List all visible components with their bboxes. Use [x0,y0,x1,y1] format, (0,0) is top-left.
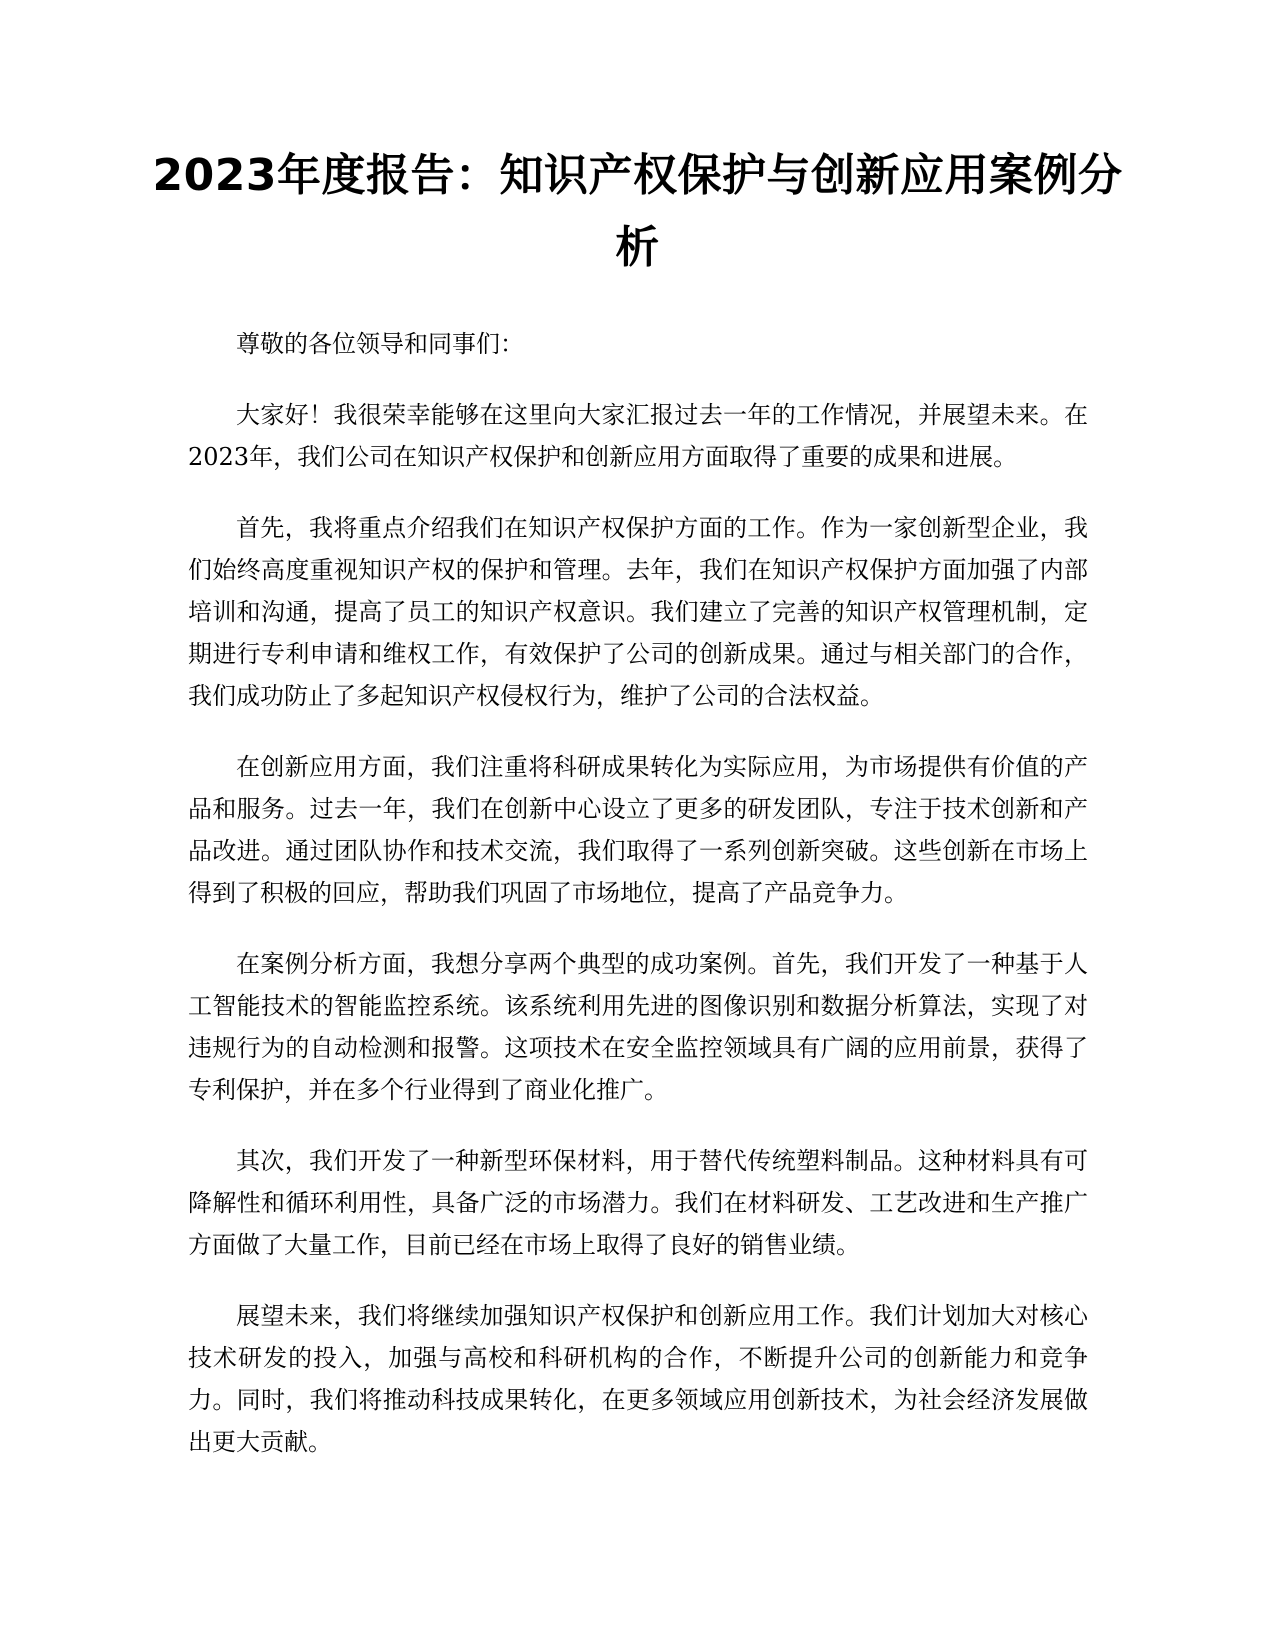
salutation-paragraph: 尊敬的各位领导和同事们： [236,330,524,358]
document-title: 2023年度报告：知识产权保护与创新应用案例分析 [152,150,1123,273]
innovation-application-paragraph: 在创新应用方面，我们注重将科研成果转化为实际应用，为市场提供有价值的产品和服务。过去一年，我们在创新中心设立了更多的研发团队，专注于技术创新和产品改进。通过团队协作和技术交流，我们取得了一系列创新突破。这些创新在市场上得到了积极的回应，帮助我们巩固了市场地位，提高了产品竞争力。 [188,753,1088,907]
document-body [188,323,1088,1463]
greeting-paragraph: 大家好！我很荣幸能够在这里向大家汇报过去一年的工作情况，并展望未来。在2023年，我们公司在知识产权保护和创新应用方面取得了重要的成果和进展。 [188,401,1088,471]
second-case-paragraph: 其次，我们开发了一种新型环保材料，用于替代传统塑料制品。这种材料具有可降解性和循环利用性，具备广泛的市场潜力。我们在材料研发、工艺改进和生产推广方面做了大量工作，目前已经在市场上取得了良好的销售业绩。 [188,1147,1088,1259]
case-analysis-paragraph: 在案例分析方面，我想分享两个典型的成功案例。首先，我们开发了一种基于人工智能技术的智能监控系统。该系统利用先进的图像识别和数据分析算法，实现了对违规行为的自动检测和报警。这项技术在安全监控领域具有广阔的应用前景，获得了专利保护，并在多个行业得到了商业化推广。 [188,950,1088,1104]
ip-protection-paragraph: 首先，我将重点介绍我们在知识产权保护方面的工作。作为一家创新型企业，我们始终高度重视知识产权的保护和管理。去年，我们在知识产权保护方面加强了内部培训和沟通，提高了员工的知识产权意识。我们建立了完善的知识产权管理机制，定期进行专利申请和维权工作，有效保护了公司的创新成果。通过与相关部门的合作，我们成功防止了多起知识产权侵权行为，维护了公司的合法权益。 [188,514,1088,710]
outlook-paragraph: 展望未来，我们将继续加强知识产权保护和创新应用工作。我们计划加大对核心技术研发的投入，加强与高校和科研机构的合作，不断提升公司的创新能力和竞争力。同时，我们将推动科技成果转化，在更多领域应用创新技术，为社会经济发展做出更大贡献。 [188,1302,1088,1456]
